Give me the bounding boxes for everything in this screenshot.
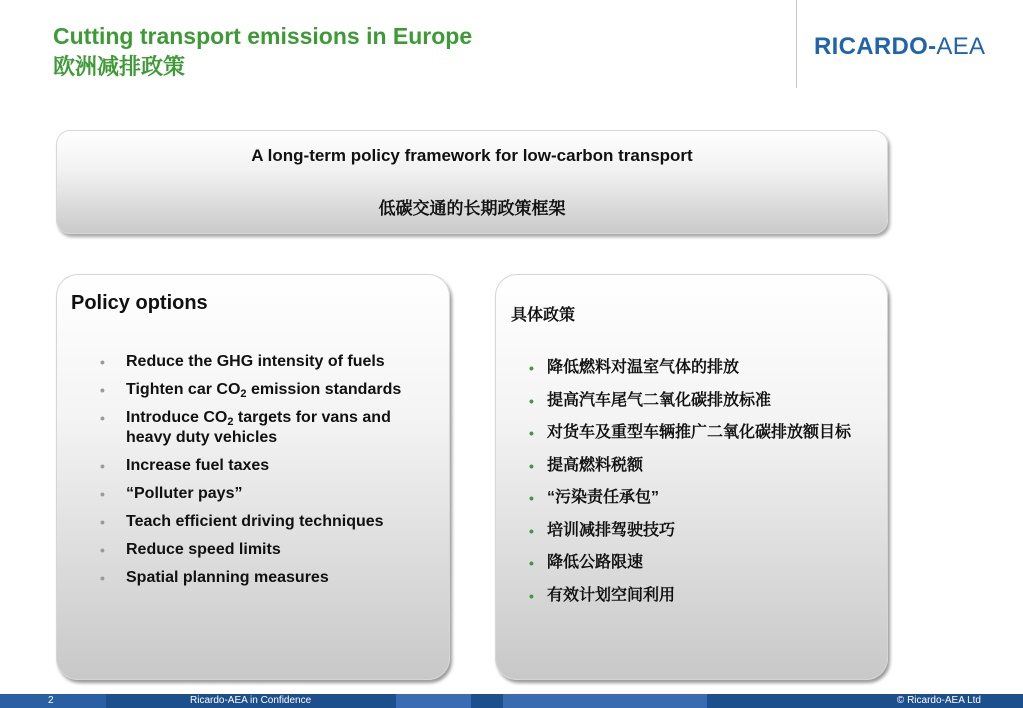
specific-policy-text: 提高燃料税额 <box>547 456 644 474</box>
policy-options-panel <box>56 274 450 680</box>
bullet-icon: • <box>529 587 534 604</box>
specific-policy-item <box>529 391 869 411</box>
specific-policy-text: 培训减排驾驶技巧 <box>547 521 676 539</box>
bullet-icon: • <box>100 514 105 530</box>
policy-option-text: emission standards <box>246 381 402 398</box>
bullet-icon: • <box>529 555 534 571</box>
logo-sub-text: AEA <box>936 33 986 60</box>
footer-bar <box>0 694 1023 708</box>
specific-policy-text: 提高汽车尾气二氧化碳排放标准 <box>547 391 772 409</box>
banner-text-chinese: 低碳交通的长期政策框架 <box>378 199 566 218</box>
policy-option-text: Tighten car CO <box>126 381 241 398</box>
specific-policies-panel <box>495 274 888 680</box>
specific-policy-text: 降低公路限速 <box>547 554 644 571</box>
subscript: 2 <box>227 416 234 428</box>
specific-policy-item <box>529 586 869 606</box>
policy-option-item <box>100 380 440 400</box>
banner-text-english: A long-term policy framework for low-carbon transport <box>251 146 693 165</box>
bullet-icon: • <box>529 392 534 409</box>
bullet-icon: • <box>529 425 534 441</box>
bullet-icon: • <box>100 570 105 586</box>
policy-option-text: Reduce the GHG intensity of fuels <box>126 353 385 370</box>
bullet-icon: • <box>100 354 105 370</box>
bullet-icon: • <box>100 486 105 502</box>
specific-policies-heading: 具体政策 <box>511 307 576 324</box>
bullet-icon: • <box>100 382 105 398</box>
footer-segment <box>396 694 471 708</box>
policy-option-text: Teach efficient driving techniques <box>126 513 384 530</box>
specific-policy-text: 对货车及重型车辆推广二氧化碳排放额目标 <box>547 424 852 441</box>
policy-option-text: Reduce speed limits <box>126 541 281 558</box>
policy-option-item <box>100 352 440 372</box>
bullet-icon: • <box>100 542 105 558</box>
bullet-icon: • <box>529 457 534 474</box>
specific-policies-list <box>529 358 869 618</box>
framework-banner <box>56 130 888 234</box>
confidentiality-note: Ricardo-AEA in Confidence <box>190 695 312 706</box>
policy-options-list <box>100 352 440 596</box>
policy-option-item <box>100 540 440 560</box>
specific-policy-item <box>529 521 869 541</box>
specific-policy-text: 降低燃料对温室气体的排放 <box>547 359 740 376</box>
specific-policy-item <box>529 358 869 378</box>
specific-policy-text: 有效计划空间利用 <box>547 586 676 604</box>
policy-option-item <box>100 456 440 476</box>
bullet-icon: • <box>529 360 534 376</box>
policy-option-item <box>100 568 440 588</box>
policy-options-heading: Policy options <box>71 292 208 314</box>
page-number: 2 <box>48 695 54 706</box>
specific-policy-item <box>529 553 869 573</box>
specific-policy-item <box>529 423 869 443</box>
slide-title-chinese: 欧洲减排政策 <box>53 54 186 79</box>
subscript: 2 <box>240 388 247 400</box>
policy-option-text: Spatial planning measures <box>126 569 329 586</box>
specific-policy-item <box>529 456 869 476</box>
ricardo-aea-logo <box>814 33 985 61</box>
slide-title-english: Cutting transport emissions in Europe <box>53 23 473 49</box>
policy-option-text: “Polluter pays” <box>126 485 243 502</box>
policy-option-item <box>100 484 440 504</box>
footer-segment <box>503 694 707 708</box>
copyright-note: © Ricardo-AEA Ltd <box>896 695 981 706</box>
bullet-icon: • <box>529 490 534 506</box>
bullet-icon: • <box>529 522 534 539</box>
policy-option-item <box>100 408 440 448</box>
policy-option-text: targets for vans and heavy duty vehicles <box>126 409 391 446</box>
logo-dash: - <box>928 33 937 60</box>
specific-policy-text: “污染责任承包” <box>547 489 660 506</box>
specific-policy-item <box>529 488 869 508</box>
policy-option-text: Introduce CO <box>126 409 228 426</box>
logo-main-text: RICARDO <box>814 33 929 60</box>
header-divider <box>796 0 797 88</box>
bullet-icon: • <box>100 410 105 426</box>
policy-option-item <box>100 512 440 532</box>
bullet-icon: • <box>100 458 105 474</box>
policy-option-text: Increase fuel taxes <box>126 457 270 474</box>
